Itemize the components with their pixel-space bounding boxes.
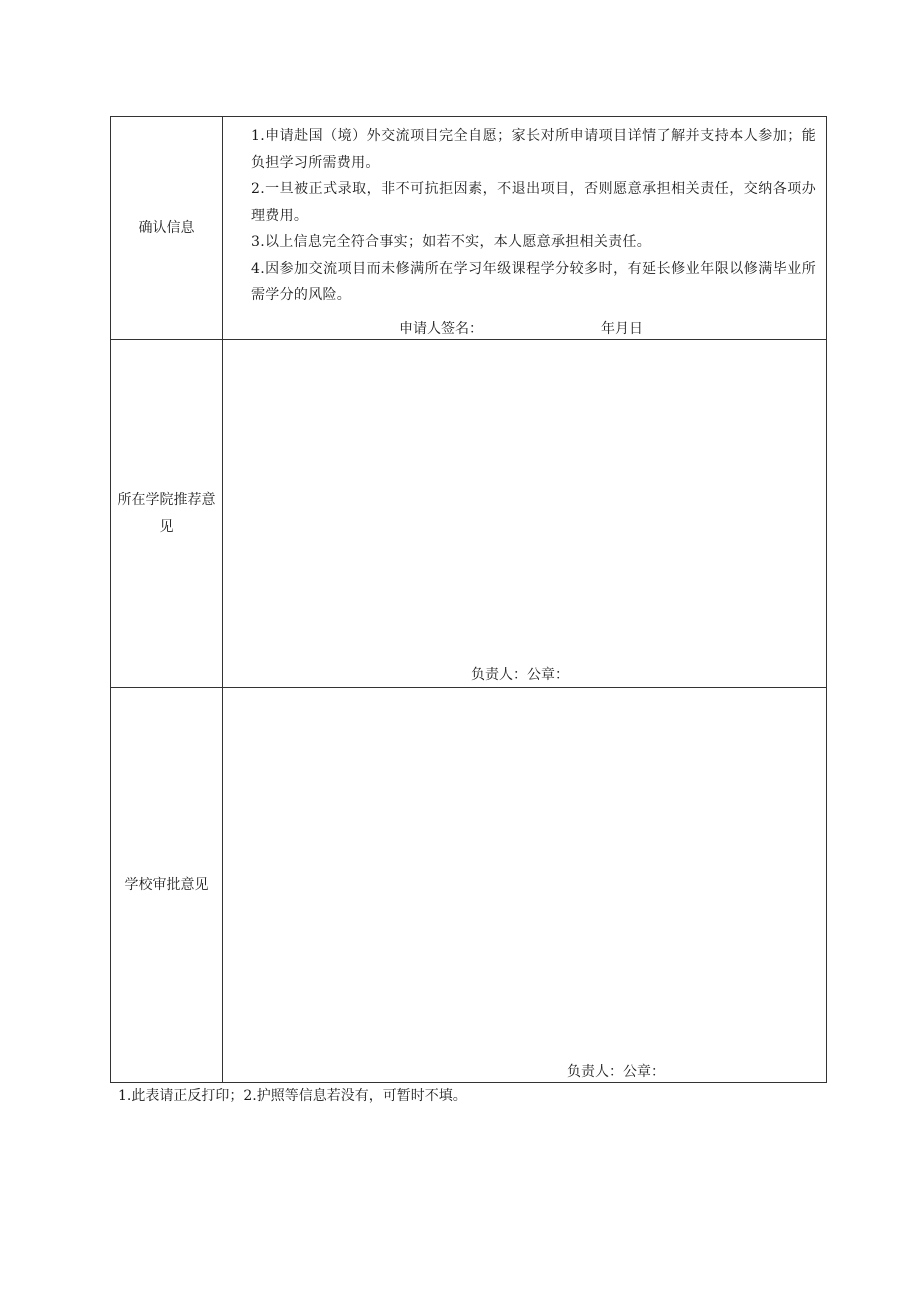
confirm-info-row <box>111 117 827 340</box>
confirm-info-label: 确认信息 <box>138 219 195 236</box>
college-signature-line: 负责人：公章： <box>471 667 569 683</box>
school-approval-label-cell <box>111 688 223 1083</box>
applicant-signature-label: 申请人签名： <box>399 321 483 337</box>
college-recommendation-label-cell <box>111 340 223 688</box>
confirm-term-3: 3.以上信息完全符合事实；如若不实，本人愿意承担相关责任。 <box>251 234 652 250</box>
college-recommendation-content-cell <box>223 340 827 688</box>
college-recommendation-row <box>111 340 827 688</box>
confirm-info-label-cell <box>111 117 223 340</box>
confirm-term-1: 1.申请赴国（境）外交流项目完全自愿；家长对所申请项目详情了解并支持本人参加；能负担学习所需费用。 <box>251 128 816 171</box>
confirm-terms-list <box>223 117 826 309</box>
signature-date-label: 年月日 <box>601 321 643 337</box>
applicant-signature-line <box>399 319 643 339</box>
confirm-term-4: 4.因参加交流项目而未修满所在学习年级课程学分较多时，有延长修业年限以修满毕业所需学分的风险。 <box>251 260 816 303</box>
college-recommendation-label: 所在学院推荐意见 <box>117 491 216 535</box>
confirm-term-2: 2.一旦被正式录取，非不可抗拒因素，不退出项目，否则愿意承担相关责任，交纳各项办理费用。 <box>251 181 816 224</box>
school-approval-content-cell <box>223 688 827 1083</box>
application-form-table <box>110 116 827 1083</box>
confirm-info-content-cell <box>223 117 827 340</box>
school-approval-label: 学校审批意见 <box>124 876 209 893</box>
school-approval-row <box>111 688 827 1083</box>
form-footnote: 1.此表请正反打印；2.护照等信息若没有，可暂时不填。 <box>118 1088 467 1104</box>
school-signature-line: 负责人：公章： <box>567 1064 665 1080</box>
